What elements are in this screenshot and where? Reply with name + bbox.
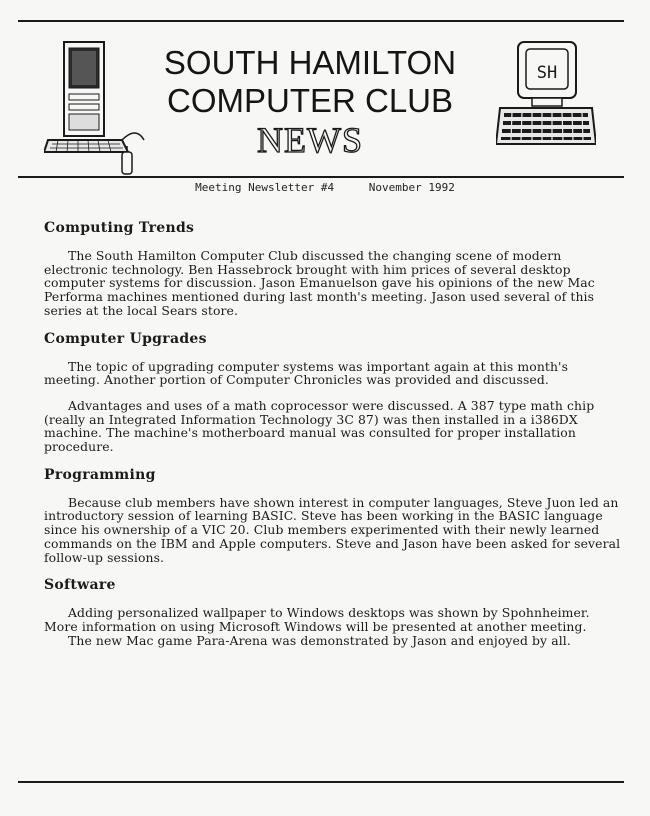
paragraph: Advantages and uses of a math coprocessor were discussed. A 387 type math chip (really an Integrated Information Technology 3C 87) was then installed in a i386DX machine. The machine's motherboard manual was consulted for proper installation procedure.	[44, 397, 595, 455]
paragraph: The new Mac game Para-Arena was demonstrated by Jason and enjoyed by all.	[68, 632, 571, 648]
section-heading-software: Software	[44, 577, 116, 594]
section-heading-computing-trends: Computing Trends	[44, 220, 195, 236]
section-heading-computer-upgrades: Computer Upgrades	[44, 330, 207, 347]
masthead-line-2: COMPUTER CLUB	[166, 82, 454, 119]
bottom-rule	[18, 781, 624, 783]
masthead-news-title: NEWS	[257, 120, 363, 160]
issue-line	[0, 181, 650, 194]
newsletter-body	[44, 219, 624, 647]
issue-date: November 1992	[368, 181, 455, 194]
paragraph: The South Hamilton Computer Club discussed the changing scene of modern electronic technology. Ben Hassebrock brought with him prices of several desktop computer systems for discussion. Jason Emanuelson gave his opinions of the new Mac Performa machines mentioned during last month's meeting. Jason used several of this series at the local Sears store.	[44, 248, 595, 318]
monitor-computer-icon	[496, 40, 596, 152]
section-heading-programming: Programming	[44, 466, 156, 483]
masthead-line-1: SOUTH HAMILTON	[163, 44, 457, 81]
paragraph: Because club members have shown interest in computer languages, Steve Juon led an introductory session of learning BASIC. Steve has been working in the BASIC language since his ownership of a VIC 20. Club members experimented with their newly learned commands on the IBM and Apple computers. Steve and Jason have been asked for several follow-up sessions.	[44, 494, 621, 565]
top-rule	[18, 20, 624, 22]
masthead-rule	[18, 176, 624, 178]
paragraph: Adding personalized wallpaper to Windows desktops was shown by Spohnheimer. More information on using Microsoft Windows will be presented at another meeting.	[44, 605, 590, 634]
paragraph: The topic of upgrading computer systems was important again at this month's meeting. Another portion of Computer Chronicles was provided and discussed.	[44, 358, 569, 388]
issue-number: Meeting Newsletter #4	[195, 181, 335, 194]
monitor-badge: SH	[536, 63, 558, 83]
